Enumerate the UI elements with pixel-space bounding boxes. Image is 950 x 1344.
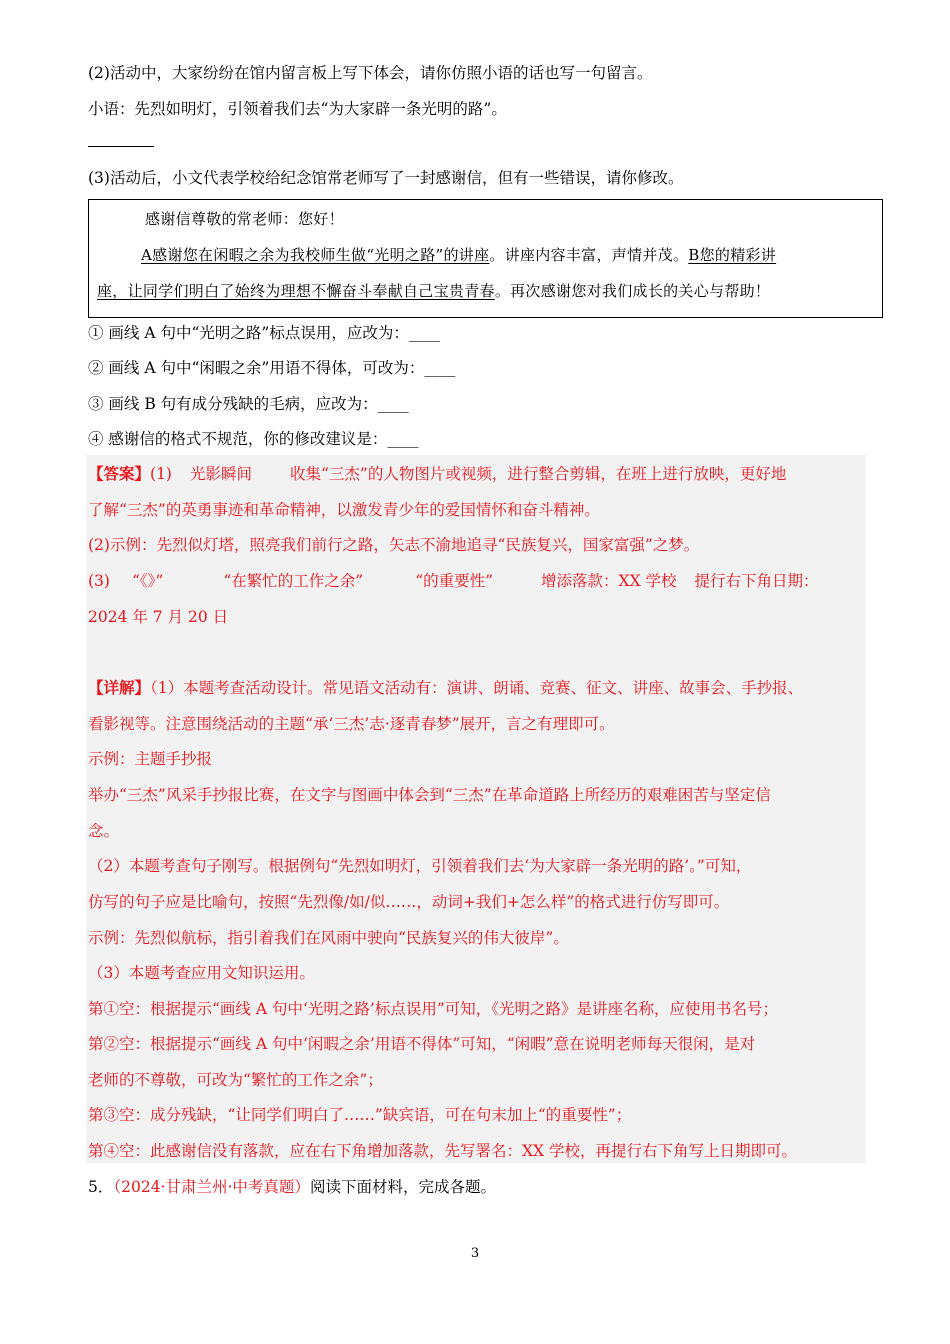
detail-2-line-2: 仿写的句子应是比喻句，按照“先烈像/如/似……，动词+我们+怎么样”的格式进行仿写即可。 [88,893,730,911]
answer-line-1 [88,463,786,485]
question-source: （2024·甘肃兰州·中考真题） [113,1178,310,1196]
answer-2: (2)示例：先烈似灯塔，照亮我们前行之路，矢志不渝地追寻“民族复兴，国家富强”之梦。 [88,536,700,554]
detail-1-line-3: 示例：主题手抄报 [88,750,213,768]
letter-body-line2 [97,280,770,302]
answer-3-blank-2: “在繁忙的工作之余” [223,572,364,590]
question-number: 5． [88,1178,114,1196]
detail-1-line-2: 看影视等。注意围绕活动的主题“承‘三杰’志·逐青春梦”展开，言之有理即可。 [88,715,615,733]
answer-3-blank-3: “的重要性” [415,572,494,590]
detail-tag: 【详解】 [88,678,151,697]
thank-you-letter-box [88,199,883,318]
answer-3-blank-4a: 增添落款：XX 学校 [541,572,677,590]
sentence-b-end: 座，让同学们明白了始终为理想不懈奋斗奉献自己宝贵青春 [97,282,495,300]
q3-prompt: (3)活动后，小文代表学校给纪念馆常老师写了一封感谢信，但有一些错误，请你修改。 [88,169,684,187]
answer-3-line-2: 2024 年 7 月 20 日 [88,608,229,626]
sub-question-2: ② 画线 A 句中“闲暇之余”用语不得体，可改为：____ [88,359,456,377]
answer-section-background [86,455,866,1163]
answer-1-number: (1) [150,465,172,483]
letter-body-line1 [141,244,776,266]
detail-3-line-6: 第④空：此感谢信没有落款，应在右下角增加落款，先写署名：XX 学校，再提行右下角写上日期即可。 [88,1142,797,1160]
question-instruction: 阅读下面材料，完成各题。 [309,1178,496,1196]
detail-3-line-3: 第②空：根据提示“画线 A 句中‘闲暇之余’用语不得体”可知，“闲暇”意在说明老师每天很闲，是对 [88,1035,756,1053]
sentence-b-start: B您的精彩讲 [688,246,777,264]
sub-question-1: ① 画线 A 句中“光明之路”标点误用，应改为：____ [88,324,440,342]
detail-line-1 [88,677,803,699]
sentence-a: A感谢您在闲暇之余为我校师生做“光明之路”的讲座 [141,246,490,264]
detail-3-line-5: 第③空：成分残缺，“让同学们明白了……”缺宾语，可在句末加上“的重要性”； [88,1106,632,1124]
answer-3-line-1 [88,570,819,592]
page-number: 3 [470,1246,480,1261]
sub-question-3: ③ 画线 B 句有成分残缺的毛病，应改为：____ [88,395,409,413]
answer-blank-line[interactable] [88,146,154,147]
answer-line-2: 了解“三杰”的英勇事迹和革命精神，以激发青少年的爱国情怀和奋斗精神。 [88,501,600,519]
detail-1-line-4: 举办“三杰”风采手抄报比赛，在文字与图画中体会到“三杰”在革命道路上所经历的艰难困苦与坚定信 [88,786,771,804]
letter-salutation: 感谢信尊敬的常老师：您好！ [145,210,344,228]
next-question [88,1176,496,1198]
q2-example: 小语：先烈如明灯，引领着我们去“为大家辟一条光明的路”。 [88,100,507,118]
letter-closing-text: 。再次感谢您对我们成长的关心与帮助！ [494,282,771,300]
detail-3-line-2: 第①空：根据提示“画线 A 句中‘光明之路’标点误用”可知，《光明之路》是讲座名称，应使用书名号； [88,1000,779,1018]
detail-3-line-1: （3）本题考查应用文知识运用。 [88,964,315,982]
answer-3-blank-1: “《》” [131,572,164,590]
sub-question-4: ④ 感谢信的格式不规范，你的修改建议是：____ [88,430,419,448]
answer-1-title: 光影瞬间 [189,465,252,483]
detail-3-line-4: 老师的不尊敬，可改为“繁忙的工作之余”； [88,1071,383,1089]
detail-1-line-5: 念。 [88,822,120,840]
q2-prompt: (2)活动中，大家纷纷在馆内留言板上写下体会，请你仿照小语的话也写一句留言。 [88,64,653,82]
answer-tag: 【答案】 [88,464,151,483]
letter-mid-text: 。讲座内容丰富，声情并茂。 [489,246,689,264]
answer-3-blank-4b: 提行右下角日期： [694,572,819,590]
detail-2-line-3: 示例：先烈似航标，指引着我们在风雨中驶向“民族复兴的伟大彼岸”。 [88,929,569,947]
detail-1-text: （1）本题考查活动设计。常见语文活动有：演讲、朗诵、竞赛、征文、讲座、故事会、手抄报、 [150,679,804,697]
answer-1-text: 收集“三杰”的人物图片或视频，进行整合剪辑，在班上进行放映，更好地 [290,465,787,483]
answer-3-number: (3) [88,572,110,590]
detail-2-line-1: （2）本题考查句子刚写。根据例句“先烈如明灯，引领着我们去‘为大家辟一条光明的路’。”可知， [88,857,752,875]
